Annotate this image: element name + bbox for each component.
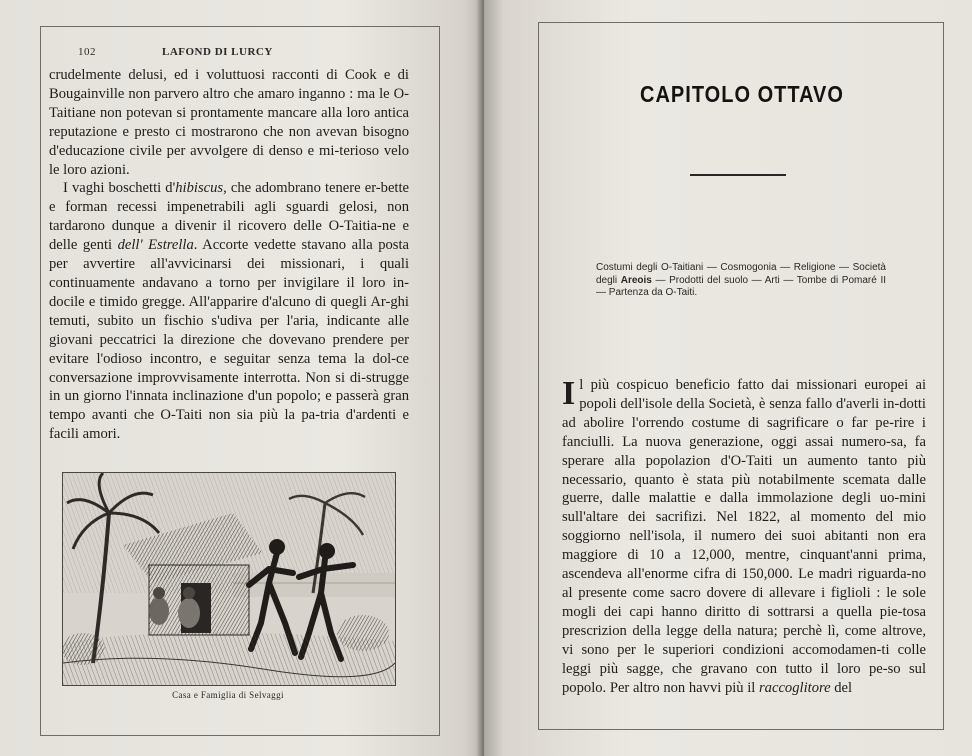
left-page [0, 0, 484, 756]
chapter-title: CAPITOLO OTTAVO [640, 82, 844, 108]
page-number: 102 [78, 46, 96, 58]
drop-cap: I [562, 375, 576, 412]
right-body-text [562, 376, 926, 697]
paragraph: I vaghi boschetti d'hibiscus, che adombrano tenere er-bette e forman recessi impenetrabili agli sguardi gelosi, non tardarono dunque a divenir il ricovero delle O-Taitia-ne e delle genti dell' Estrella. Accorte vedette stavano alla posta per avvertire all'avvicinarsi dei missionari, i quali continuamente andavano a torno per invigilare il loro in-docile e timido gregge. All'apparire d'alcuno di quegli Ar-ghi temuti, subito un fischio s'udiva per l'aria, indicante alle giovani peccatrici la direzione che dovevano prendere per evitare l'odioso incontro, e seguitar senza tema la dol-ce conversazione improvvisamente interrotta. Non si di-strugge in un giorno l'innata inclinazione d'un popolo; e passerà gran tempo avanti che O-Taiti non sia più la pa-tria d'ardenti e facili amori. [49, 180, 410, 443]
paragraph: crudelmente delusi, ed i voluttuosi racconti di Cook e di Bougainville non parvero altro che amaro inganno : ma le O-Taitiane non potevan si prontamente mancare alla loro antica reputazione e presto ci mostrarono che non avevan bisogno d'educazione civile per avvolgere di denso e mi-terioso velo le loro azioni. [49, 67, 409, 178]
paragraph: Il più cospicuo beneficio fatto dai missionari europei ai popoli dell'isole della Società, è senza fallo d'averli in-dotti ad abolire l'orrendo costume di sagrificare o far pe-rire i fanciulli. La nuova generazione, oggi assai numero-sa, fa sperare alla popolazion d'O-Taiti un aumento tanto più necessario, quanto è stata più notabilmente scemata dalle guerre, dalle malattie e dalla immolazione degli uo-mini sull'altare dei sacrifizi. Nel 1822, al momento del mio soggiorno nell'isola, il numero dei suoi abitanti non era maggiore di 10 a 12,000, mentre, cinquant'anni prima, ascendeva all'enorme cifra di 150,000. Le madri riguarda-no al presente come sacro dovere di allevare i figlioli : le sole mogli dei capi hanno diritto di sottrarsi a quella pie-tosa prescrizion della legge della natura; perchè lì, come altrove, vi sono per le superiori condizioni accomodamen-ti colle leggi più sagge, che gravano con tutto il loro pe-so sul popolo. Per altro non havvi più il raccoglitore del [562, 375, 926, 696]
running-head-title: LAFOND DI LURCY [162, 46, 273, 58]
illustration-caption: Casa e Famiglia di Selvaggi [172, 690, 284, 700]
left-body-text [49, 66, 409, 444]
chapter-rule [690, 174, 786, 176]
chapter-summary: Costumi degli O-Taitiani — Cosmogonia — Religione — Società degli Areois — Prodotti del suolo — Arti — Tombe di Pomaré II — Partenza da O-Taiti. [596, 262, 886, 298]
engraving-illustration [62, 472, 396, 686]
right-page [484, 0, 972, 756]
